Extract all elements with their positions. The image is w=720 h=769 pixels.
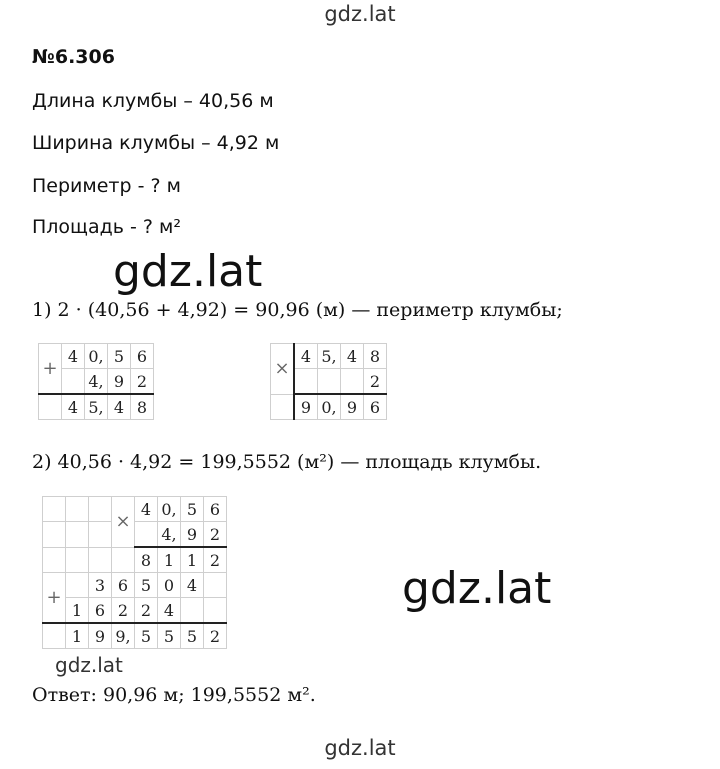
plus-sign: + [39,344,62,395]
calc-cell [62,369,85,395]
multiplication-calc-big [42,496,227,649]
calc-cell: 0, [85,344,108,369]
calc-cell: 1 [158,547,181,573]
calc-cell: 2 [135,598,158,624]
calc-cell: 6 [112,573,135,598]
calc-cell: 9 [181,522,204,548]
calc-cell: 3 [89,573,112,598]
calc-cell: 2 [131,369,154,395]
watermark-large-left: gdz.lat [113,246,263,297]
calc-cell [39,394,62,420]
calc-cell [43,547,66,573]
calc-cell [43,522,66,548]
calc-cell: 1 [66,598,89,624]
solution-step-2: 2) 40,56 · 4,92 = 199,5552 (м²) — площадь клумбы. [32,451,542,473]
calc-cell: 2 [204,522,227,548]
calc-cell [112,547,135,573]
watermark-small: gdz.lat [55,653,123,677]
calc-cell: 5 [135,623,158,649]
calc-cell: 4, [85,369,108,395]
calc-cell [66,547,89,573]
calc-cell [181,598,204,624]
calc-cell: 9, [112,623,135,649]
calc-cell [43,623,66,649]
calc-cell [89,547,112,573]
calc-cell: 5, [85,394,108,420]
calc-cell: 2 [204,547,227,573]
calc-cell: 5 [181,497,204,522]
calc-cell: 2 [364,369,387,395]
calc-cell [89,497,112,522]
calc-cell: 0, [158,497,181,522]
multiplication-calc-small [270,343,387,420]
watermark-bottom: gdz.lat [324,736,396,760]
calc-cell [271,394,295,420]
problem-length: Длина клумбы – 40,56 м [32,90,274,112]
problem-number: №6.306 [32,46,115,68]
watermark-large-right: gdz.lat [402,563,552,614]
calc-cell: 1 [181,547,204,573]
calc-cell: 9 [89,623,112,649]
answer-line: Ответ: 90,96 м; 199,5552 м². [32,684,316,706]
watermark-top: gdz.lat [324,2,396,26]
calc-cell [294,369,318,395]
problem-area: Площадь - ? м² [32,216,181,238]
calc-cell: 6 [89,598,112,624]
calc-cell: 9 [294,394,318,420]
calc-cell: 5 [181,623,204,649]
calc-cell: 0 [158,573,181,598]
calc-cell [135,522,158,548]
calc-cell: 9 [108,369,131,395]
calc-cell: 4 [294,344,318,369]
calc-cell: 8 [364,344,387,369]
calc-cell: 4 [62,394,85,420]
plus-sign: + [43,573,66,624]
calc-cell [66,522,89,548]
calc-cell: 2 [204,623,227,649]
calc-cell [66,497,89,522]
calc-cell: 5 [135,573,158,598]
calc-cell: 4 [341,344,364,369]
calc-cell [204,573,227,598]
times-sign: × [271,344,295,395]
calc-cell [318,369,341,395]
calc-cell: 5, [318,344,341,369]
calc-cell [89,522,112,548]
calc-cell: 4 [108,394,131,420]
calc-cell: 4, [158,522,181,548]
calc-cell [66,573,89,598]
calc-cell: 5 [158,623,181,649]
calc-cell: 8 [135,547,158,573]
calc-cell: 5 [108,344,131,369]
problem-perimeter: Периметр - ? м [32,175,181,197]
calc-cell [341,369,364,395]
calc-cell: 4 [158,598,181,624]
calc-cell: 6 [131,344,154,369]
calc-cell: 9 [341,394,364,420]
calc-cell: 2 [112,598,135,624]
calc-cell [204,598,227,624]
addition-calc [38,343,154,420]
problem-width: Ширина клумбы – 4,92 м [32,132,280,154]
calc-cell: 4 [181,573,204,598]
calc-cell: 1 [66,623,89,649]
calc-cell: 0, [318,394,341,420]
solution-step-1: 1) 2 · (40,56 + 4,92) = 90,96 (м) — периметр клумбы; [32,299,563,321]
calc-cell: 4 [62,344,85,369]
calc-cell: 4 [135,497,158,522]
calc-cell [43,497,66,522]
calc-cell: 6 [364,394,387,420]
calc-cell: 6 [204,497,227,522]
calc-cell: 8 [131,394,154,420]
times-sign: × [112,497,135,548]
